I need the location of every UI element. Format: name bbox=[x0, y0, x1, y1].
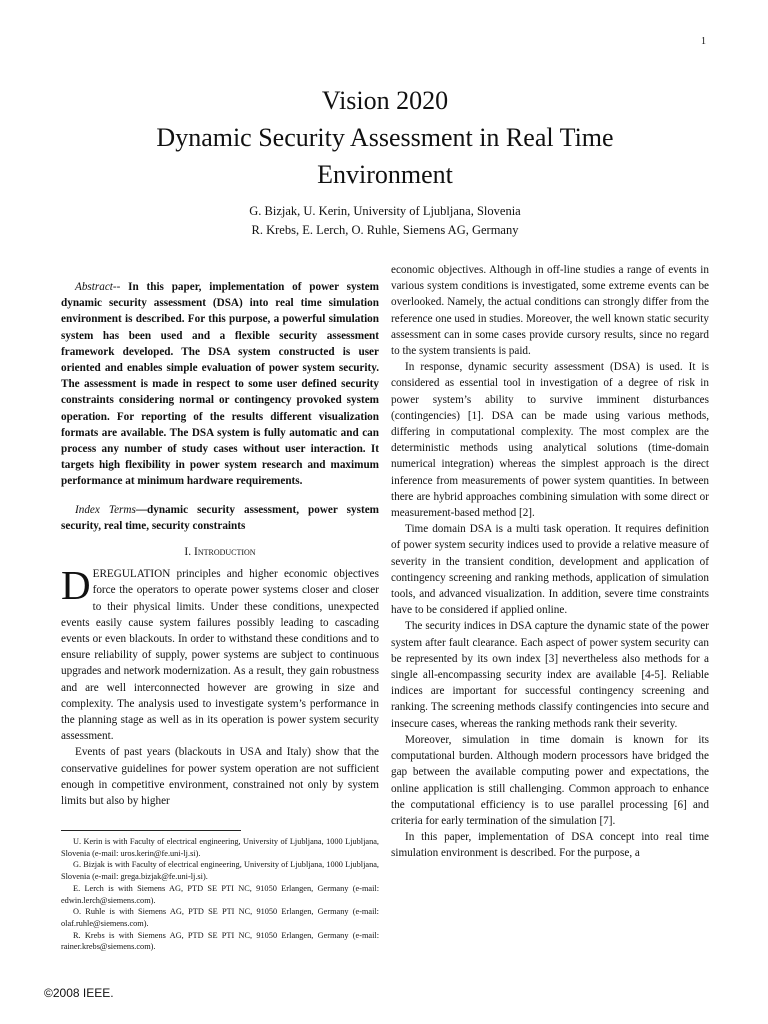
intro-paragraph-1 bbox=[61, 562, 379, 744]
title-line-3: Environment bbox=[317, 160, 453, 189]
drop-cap: D bbox=[61, 562, 91, 609]
intro-paragraph-2: Events of past years (blackouts in USA and Italy) show that the conservative guidelines for power system operation are not sufficient enough in competitive environment, constrained not only by system limits but also by higher bbox=[61, 746, 379, 808]
index-terms bbox=[61, 502, 379, 534]
abstract-label: Abstract-- bbox=[75, 281, 121, 293]
title-line-1: Vision 2020 bbox=[321, 86, 449, 115]
footnote-1: U. Kerin is with Faculty of electrical engineering, University of Ljubljana, 1000 Ljubljana, Slovenia (e-mail: uros.kerin@fe.uni-lj.si). bbox=[61, 837, 379, 858]
abstract bbox=[61, 279, 379, 490]
footnote-5: R. Krebs is with Siemens AG, PTD SE PTI NC, 91050 Erlangen, Germany (e-mail: rainer.krebs@siemens.com). bbox=[61, 930, 379, 952]
section-heading-introduction: I. Introduction bbox=[184, 546, 256, 559]
right-paragraph-1: economic objectives. Although in off-line studies a range of events in various system conditions is investigated, some extreme events can be overlooked. Namely, the actual conditions can strongly differ from the reference one used in studies. Moreover, the well known static security assessment can in some cases provide cursory results, since no regard to the system transients is paid. bbox=[391, 264, 709, 358]
author-block bbox=[60, 202, 710, 240]
authors-line-1: G. Bizjak, U. Kerin, University of Ljubljana, Slovenia bbox=[249, 204, 521, 218]
footnote-4: O. Ruhle is with Siemens AG, PTD SE PTI NC, 91050 Erlangen, Germany (e-mail: olaf.ruhle@siemens.com). bbox=[61, 907, 379, 928]
intro-paragraph-1-text: EREGULATION principles and higher economic objectives force the operators to operate power systems closer and closer to their physical limits. Under these conditions, unexpected events easily cause system failures possibly leading to cascading events or even blackouts. In order to withstand these conditions and to ensure reliability of supply, power systems are subject to continuous upgrades and network modernization. As a result, they gain robustness and are well interconnected however are growing in size and complexity. The analysis used to investigate system’s performance in the planning stage as well as in its operation is power system security assessment. bbox=[61, 568, 379, 743]
page-number: 1 bbox=[701, 36, 706, 47]
left-column bbox=[61, 279, 379, 809]
right-paragraph-3: Time domain DSA is a multi task operation. It requires definition of power system security indices used to provide a relative measure of severity in the transient condition, development and application of contingency screening and ranking methods, application of simulation tools, and advanced visualization. In addition, severe time constraints have to be considered if applied online. bbox=[391, 523, 709, 617]
right-paragraph-4: The security indices in DSA capture the dynamic state of the power system after fault clearance. Each aspect of power system security can be represented by its own index [3] nevertheless also methods for a single all-encompassing security index are available [4-5]. Reliable indices are important for successful contingency screening and ranking. The screening methods classify contingencies into secure and insecure cases, whereas the ranking methods rank their severity. bbox=[391, 620, 709, 730]
footnotes bbox=[61, 836, 379, 953]
paper-title bbox=[60, 82, 710, 193]
right-column bbox=[391, 262, 709, 862]
footnote-divider bbox=[61, 830, 241, 831]
footnote-2: G. Bizjak is with Faculty of electrical engineering, University of Ljubljana, 1000 Ljubljana, Slovenia (e-mail: grega.bizjak@fe.uni-lj.si). bbox=[61, 860, 379, 882]
right-paragraph-6: In this paper, implementation of DSA concept into real time simulation environment is described. For the purpose, a bbox=[391, 831, 709, 860]
authors-line-2: R. Krebs, E. Lerch, O. Ruhle, Siemens AG, Germany bbox=[251, 223, 519, 237]
index-terms-label: Index Terms bbox=[75, 503, 136, 516]
copyright-notice: ©2008 IEEE. bbox=[44, 986, 114, 1000]
index-terms-text: —dynamic security assessment, power system security, real time, security constraints bbox=[61, 503, 379, 532]
right-paragraph-2: In response, dynamic security assessment (DSA) is used. It is considered as essential tool in investigation of a degree of risk in power system’s ability to survive imminent disturbances (contingencies) [1]. DSA can be made using various methods, differing in computational complexity. The most complex are the deterministic methods using analytical solutions (time-domain numerical integration) whereas the simplest approach is the direct inference from measurements of power system quantities. In between there are hybrid approaches combining simulation with some direct or measurement-based method [2]. bbox=[391, 361, 709, 520]
footnote-3: E. Lerch is with Siemens AG, PTD SE PTI NC, 91050 Erlangen, Germany (e-mail: edwin.lerch@siemens.com). bbox=[61, 883, 379, 905]
title-line-2: Dynamic Security Assessment in Real Time bbox=[156, 123, 614, 152]
abstract-text: In this paper, implementation of power system dynamic security assessment (DSA) into real time simulation environment is described. For this purpose, a powerful simulation system has been used and a flexible security assessment framework developed. The DSA system constructed is user oriented and enables simple evaluation of power system security. The assessment is made in respect to some user defined security constraints considering normal or contingency provoked system operation. For reporting of the results different visualization formats are available. The DSA system is fully automatic and can process any number of study cases without user interaction. It targets high flexibility in power system research and maximum performance at minimum hardware requirements. bbox=[61, 281, 379, 488]
right-paragraph-5: Moreover, simulation in time domain is known for its computational burden. Although modern processors have bridged the gap between the available computing power and expectations, the online application is still challenging. Common approach to enhance the computational efficiency is to use parallel processing [6] and criteria for early termination of the simulation [7]. bbox=[391, 733, 709, 827]
